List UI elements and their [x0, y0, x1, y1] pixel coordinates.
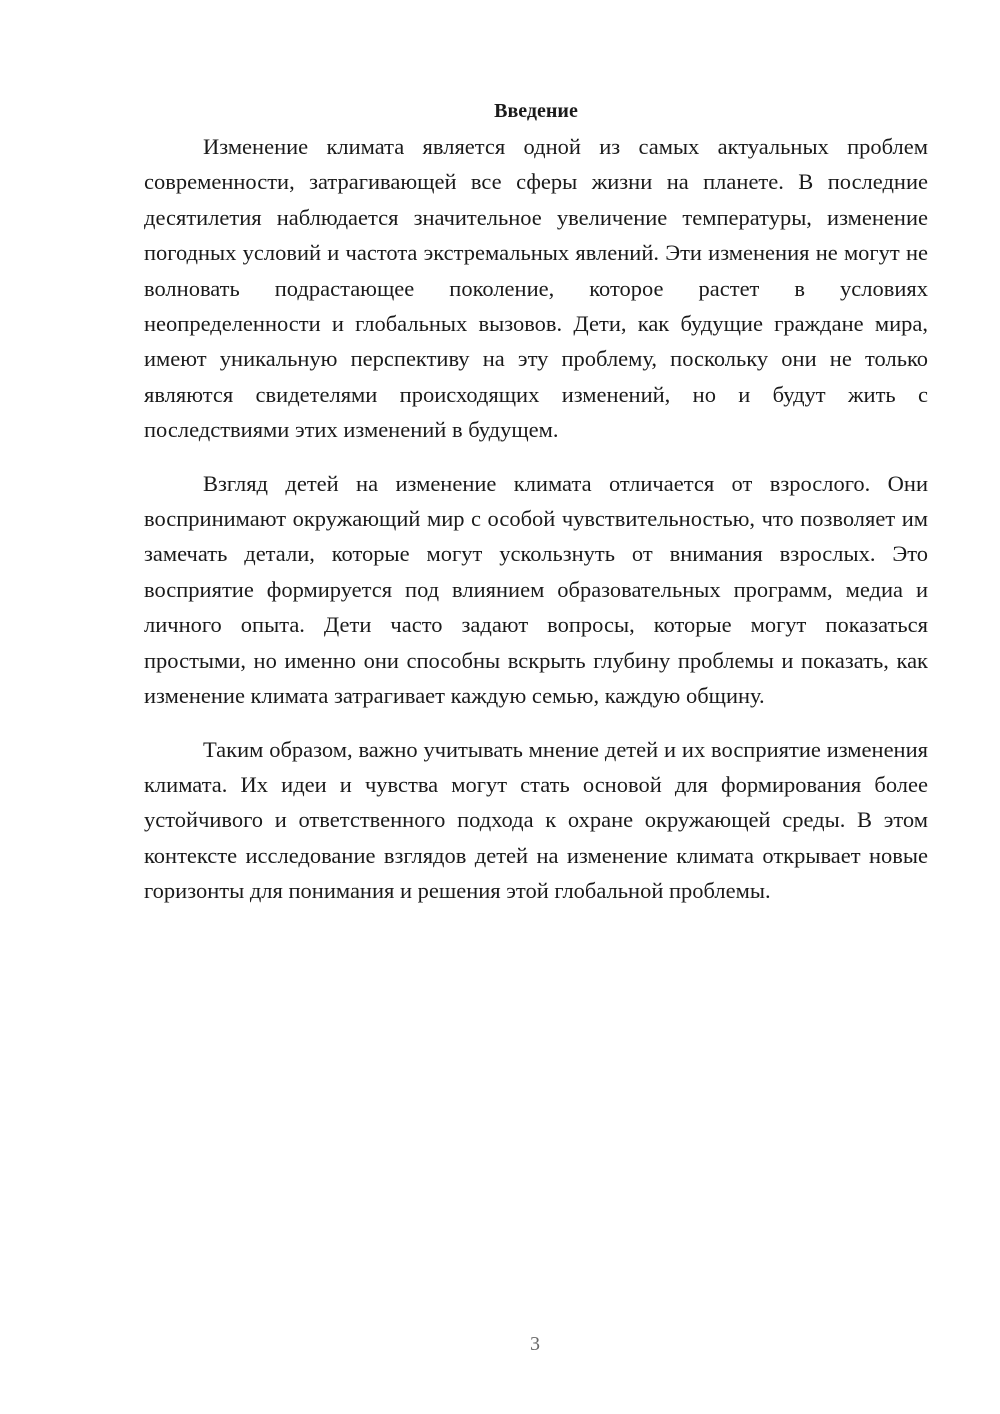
paragraph-3: Таким образом, важно учитывать мнение детей и их восприятие изменения климата. Их идеи и чувства могут стать основой для формирования более устойчивого и ответственного подхода к охране окружающей среды. В этом контексте исследование взглядов детей на изменение климата открывает новые горизонты для понимания и решения этой глобальной проблемы. — [144, 736, 928, 904]
paragraph-1: Изменение климата является одной из самых актуальных проблем современности, затрагивающей все сферы жизни на планете. В последние десятилетия наблюдается значительное увеличение температуры, изменение погодных условий и частота экстремальных явлений. Эти изменения не могут не волновать подрастающее поколение, которое растет в условиях неопределенности и глобальных вызовов. Дети, как будущие граждане мира, имеют уникальную перспективу на эту проблему, поскольку они не только являются свидетелями происходящих изменений, но и будут жить с последствиями этих изменений в будущем. — [144, 134, 928, 443]
paragraph-2: Взгляд детей на изменение климата отличается от взрослого. Они воспринимают окружающий мир с особой чувствительностью, что позволяет им замечать детали, которые могут ускользнуть от внимания взрослых. Это восприятие формируется под влиянием образовательных программ, медиа и личного опыта. Дети часто задают вопросы, которые могут показаться простыми, но именно они способны вскрыть глубину проблемы и показать, как изменение климата затрагивает каждую семью, каждую общину. — [144, 470, 928, 709]
page-number: 3 — [530, 1333, 540, 1355]
section-title: Введение — [494, 100, 578, 122]
page-content — [144, 95, 928, 927]
